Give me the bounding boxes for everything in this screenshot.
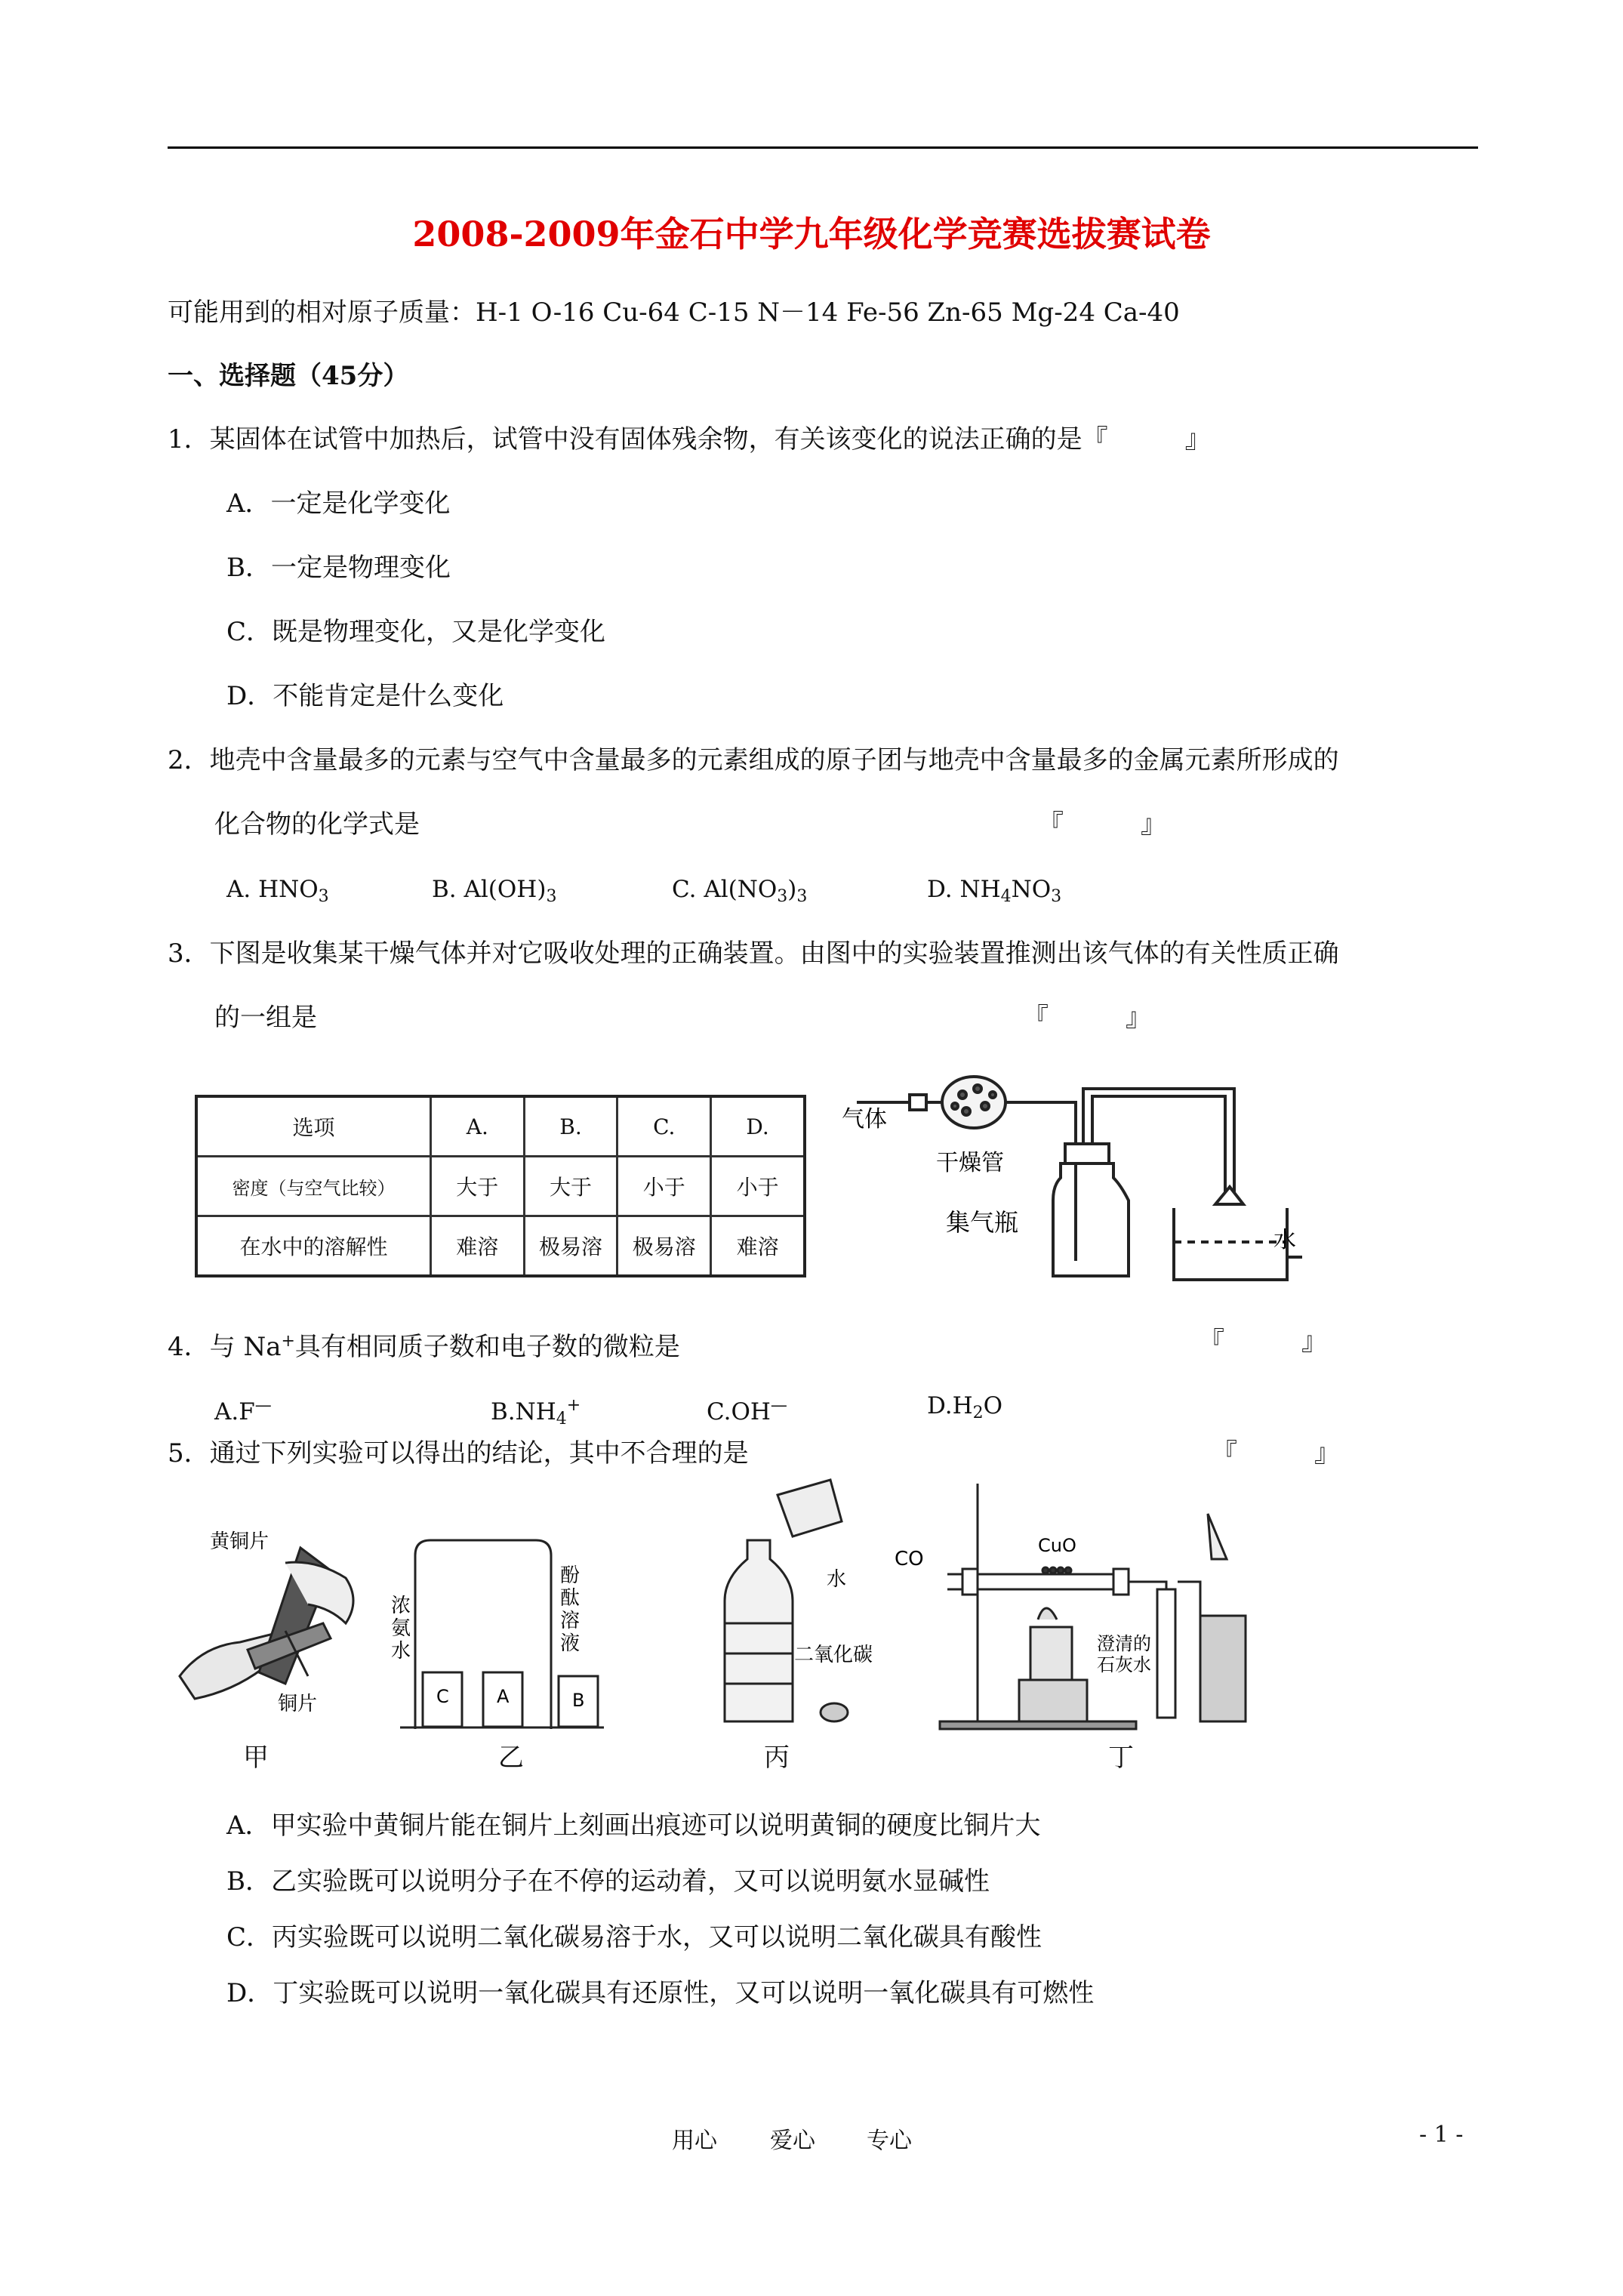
beaker-label-c: C <box>436 1686 449 1707</box>
label-ammonia-3: 水 <box>391 1640 411 1663</box>
table-cell: 极易溶 <box>524 1216 617 1277</box>
table-cell: 小于 <box>711 1157 805 1216</box>
q5-figure-ding <box>895 1476 1272 1733</box>
q5-figure-jia <box>172 1518 368 1737</box>
label-limewater-2: 石灰水 <box>1097 1654 1151 1675</box>
q2-option-d: D. $NH_4NO_3$ <box>927 876 1062 906</box>
q3-apparatus-figure <box>842 1072 1310 1291</box>
table-cell: C. <box>617 1096 711 1157</box>
figure-caption-bing: 丙 <box>764 1743 790 1773</box>
q1-option-a: A．一定是化学变化 <box>226 488 451 519</box>
beaker-label-b: B <box>572 1690 585 1711</box>
table-cell: 选项 <box>196 1096 430 1157</box>
q5-option-c: C．丙实验既可以说明二氧化碳易溶于水，又可以说明二氧化碳具有酸性 <box>226 1922 1042 1952</box>
table-row <box>196 1216 805 1277</box>
table-cell: 极易溶 <box>617 1216 711 1277</box>
q4-option-c: C.OH— <box>707 1396 787 1425</box>
header-rule <box>168 146 1478 149</box>
q2-stem: 2．地壳中含量最多的元素与空气中含量最多的元素组成的原子团与地壳中含量最多的金属元素所形成的 <box>168 745 1339 775</box>
q3-stem-line2: 的一组是 <box>214 1003 317 1033</box>
q4-stem: 4．与 Na+具有相同质子数和电子数的微粒是 <box>168 1332 680 1362</box>
table-cell: 在水中的溶解性 <box>196 1216 430 1277</box>
table-cell: 难溶 <box>430 1216 524 1277</box>
q2-option-a: A. $HNO_3$ <box>226 876 329 906</box>
label-cuo: CuO <box>1038 1535 1076 1556</box>
q1-option-d: D．不能肯定是什么变化 <box>226 681 504 711</box>
label-copper: 铜片 <box>278 1693 318 1715</box>
q4-answer-bracket: 『 』 <box>1199 1327 1327 1357</box>
footer-text-2: 爱心 <box>770 2128 815 2154</box>
q2-option-b: B. $Al(OH)_3$ <box>432 876 557 906</box>
label-co2: 二氧化碳 <box>794 1644 873 1666</box>
table-cell: 大于 <box>430 1157 524 1216</box>
label-limewater-1: 澄清的 <box>1097 1633 1151 1654</box>
q4-option-b: $B.NH_4^+$ <box>491 1396 581 1428</box>
label-co: CO <box>895 1548 924 1570</box>
figure-caption-ding: 丁 <box>1108 1743 1134 1773</box>
atomic-masses: 可能用到的相对原子质量：H-1 O-16 Cu-64 C-15 N－14 Fe-56 Zn-65 Mg-24 Ca-40 <box>168 297 1180 328</box>
table-row <box>196 1096 805 1157</box>
table-cell: 难溶 <box>711 1216 805 1277</box>
q3-answer-bracket: 『 』 <box>1023 1003 1151 1033</box>
footer-text-1: 用心 <box>672 2128 717 2154</box>
table-row <box>196 1157 805 1216</box>
q5-figure-yi <box>385 1525 611 1737</box>
table-cell: 密度（与空气比较） <box>196 1157 430 1216</box>
q5-option-a: A．甲实验中黄铜片能在铜片上刻画出痕迹可以说明黄铜的硬度比铜片大 <box>226 1811 1041 1841</box>
label-phenol-4: 液 <box>560 1632 581 1655</box>
q1-stem: 1．某固体在试管中加热后，试管中没有固体残余物，有关该变化的说法正确的是『 』 <box>168 424 1211 455</box>
figure-caption-yi: 乙 <box>498 1743 524 1773</box>
label-phenol-2: 酞 <box>560 1587 581 1610</box>
q4-option-d: $D.H_2O$ <box>927 1392 1003 1422</box>
label-phenol-1: 酚 <box>560 1564 581 1587</box>
footer-text-3: 专心 <box>867 2128 912 2154</box>
label-water: 水 <box>827 1568 847 1591</box>
section-heading: 一、选择题（45分） <box>168 361 409 391</box>
q3-options-table <box>195 1095 806 1277</box>
label-drying-tube: 干燥管 <box>936 1150 1004 1176</box>
label-water: 水 <box>1273 1227 1296 1253</box>
q1-option-b: B．一定是物理变化 <box>226 553 451 583</box>
page-number: - 1 - <box>1419 2122 1464 2148</box>
table-cell: 大于 <box>524 1157 617 1216</box>
q5-option-b: B．乙实验既可以说明分子在不停的运动着，又可以说明氨水显碱性 <box>226 1866 990 1897</box>
q1-option-c: C．既是物理变化，又是化学变化 <box>226 617 606 647</box>
q4-option-a: A.F— <box>214 1396 272 1425</box>
label-ammonia-2: 氨 <box>391 1617 411 1640</box>
label-gas: 气体 <box>842 1106 887 1133</box>
table-cell: D. <box>711 1096 805 1157</box>
label-gas-bottle: 集气瓶 <box>946 1208 1019 1237</box>
beaker-label-a: A <box>497 1686 510 1707</box>
label-brass: 黄铜片 <box>210 1530 269 1553</box>
q2-stem-line2: 化合物的化学式是 <box>214 809 420 840</box>
label-ammonia-1: 浓 <box>391 1595 411 1617</box>
q5-stem: 5．通过下列实验可以得出的结论，其中不合理的是 <box>168 1438 749 1469</box>
q5-option-d: D．丁实验既可以说明一氧化碳具有还原性，又可以说明一氧化碳具有可燃性 <box>226 1978 1095 2008</box>
page-title: 2008-2009年金石中学九年级化学竞赛选拔赛试卷 <box>412 214 1211 254</box>
q5-answer-bracket: 『 』 <box>1212 1438 1340 1469</box>
table-cell: 小于 <box>617 1157 711 1216</box>
label-phenol-3: 溶 <box>560 1610 581 1632</box>
table-cell: B. <box>524 1096 617 1157</box>
q3-stem: 3．下图是收集某干燥气体并对它吸收处理的正确装置。由图中的实验装置推测出该气体的有关性质正确 <box>168 938 1339 969</box>
q2-option-c: C. $Al(NO_3)_3$ <box>672 876 808 906</box>
q2-answer-bracket: 『 』 <box>1038 809 1166 840</box>
q5-figure-bing <box>679 1472 921 1729</box>
table-cell: A. <box>430 1096 524 1157</box>
figure-caption-jia: 甲 <box>243 1743 269 1773</box>
